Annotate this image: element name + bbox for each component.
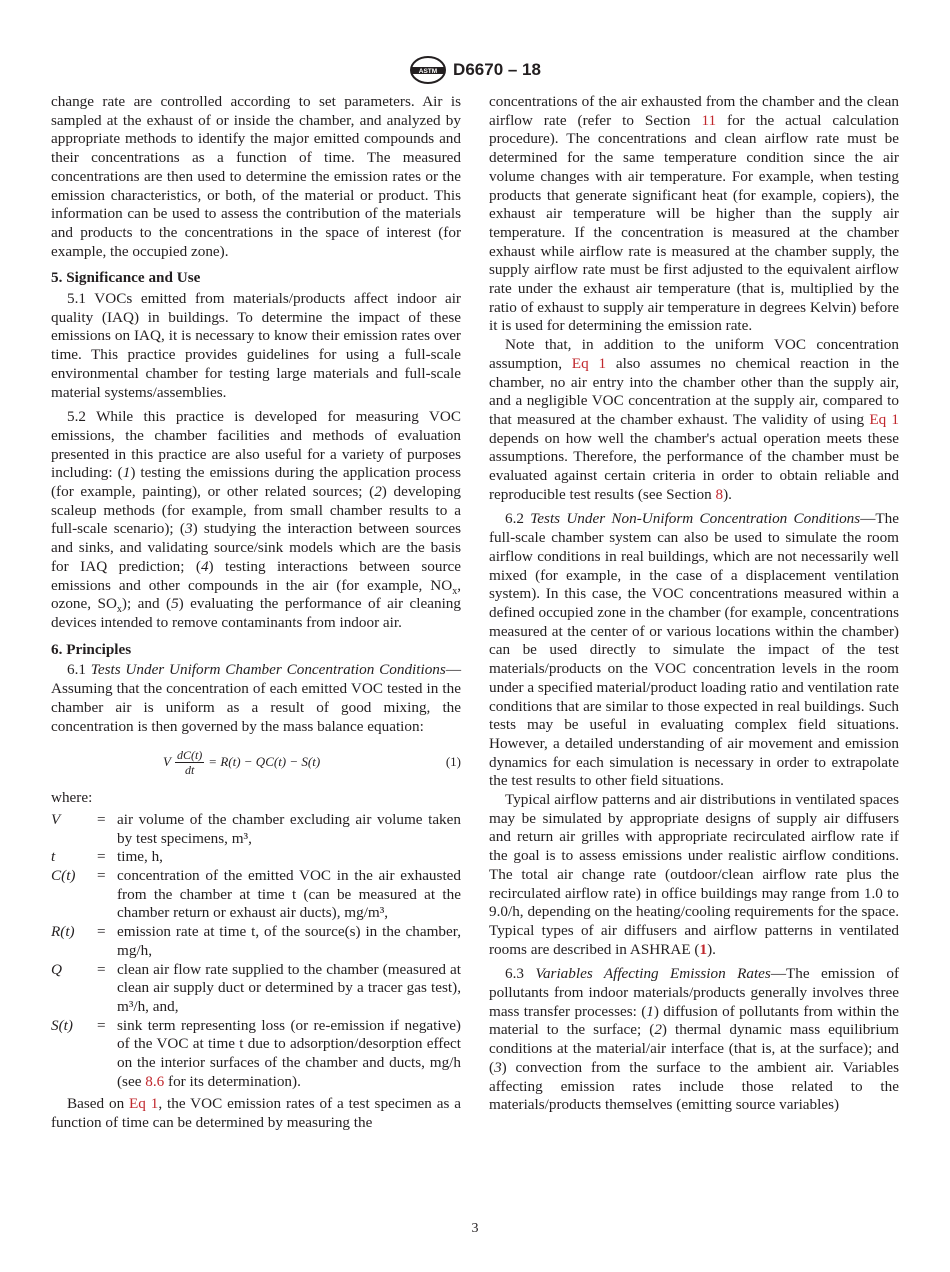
eq-1-link[interactable]: Eq 1 [571,354,607,372]
equation-fraction: $\frac{dC(t)}{dt}$ [176,748,203,778]
variable-definitions [51,811,461,1092]
section-11-link[interactable]: 11 [701,111,717,129]
eq-1-link[interactable]: Eq 1 [869,410,899,428]
based-on-paragraph: Based on Eq 1, the VOC emission rates of a test specimen as a function of time can be determined by measuring the [51,1095,461,1132]
reference-1-link[interactable]: 1 [699,940,708,958]
definition-row: t = time, h, [51,848,163,866]
equation-1 [51,748,461,777]
intro-paragraph: change rate are controlled according to set parameters. Air is sampled at the exhaust of or inside the chamber, and analyzed by appropriate methods to identify the major emitted compounds and their concentrations as a function of time. The measured concentrations are then used to determine the emission rates or the emission characteristics, or both, of the material or product. This information can be used to assess the contribution of the materials and products to the concentrations in the space of interest (for example, the occupied zone). [51,93,461,260]
astm-logo-text: ASTM [418,68,438,75]
equation-lhs: V [163,754,171,770]
definition-row: R(t) = emission rate at time t, of the source(s) in the chamber, mg/h, [51,923,461,959]
eq-1-link[interactable]: Eq 1 [129,1095,159,1113]
section-8-link[interactable]: 8 [715,485,724,503]
airflow-paragraph: Typical airflow patterns and air distributions in ventilated spaces may be simulated by appropriate designs of supply air diffusers and return air grilles with appropriate recirculated airflow rate if the goal is to assess emissions under realistic airflow conditions. The total air change rate (outdoor/clean airflow rate plus the recirculated airflow rate) in office buildings may range from 1.0 to 9.0/h, depending on the heating/cooling requirements for the space. Typical types of air diffusers and airflow patterns in ventilated rooms are described in ASHRAE (1). [489,791,899,958]
page-number: 3 [471,1221,479,1236]
paragraph-6-2: 6.2 Tests Under Non-Uniform Concentration Conditions—The full-scale chamber system can also be used to simulate the room airflow conditions in real buildings, which are not necessarily well mixed (for example, in the case of a displacement ventilation system). In this case, the VOC concentrations measured within a defined occupied zone in the chamber (for example, concentrations measured at the center of or various locations within the chamber) can be used directly to simulate the impact of the test materials/products on the VOC concentration levels in the room under a specified material/product loading ratio and ventilation rate conditions that are similar to those expected in real buildings. Such tests may be useful in evaluating complex field situations. However, a detailed understanding of air movement and emission dynamics for each simulation is necessary in order to extrapolate the test results to other field situations. [489,510,899,790]
definition-row: Q = clean air flow rate supplied to the chamber (measured at clean air supply duct or determined by a tracer gas test), m³/h, and, [51,960,461,1015]
definition-row: S(t) = sink term representing loss (or re-emission if negative) of the VOC at time t due to adsorption/desorption effect on the interior surfaces of the chamber and ducts, mg/h (see 8.6 for its determination). [51,1016,461,1090]
document-designation: D6670 – 18 [453,59,541,79]
paragraph-5-1: 5.1 VOCs emitted from materials/products affect indoor air quality (IAQ) in buildings. To determine the impact of these emissions on IAQ, it is necessary to know their emission rates over time. This practice provides guidelines for using a full-scale environmental chamber for testing large materials and full-scale material systems/assemblies. [51,290,461,401]
left-column [51,93,461,1133]
section-8-6-link[interactable]: 8.6 [145,1072,165,1090]
equation-rhs: = R(t) − QC(t) − S(t) [208,754,321,770]
section-5-heading: 5. Significance and Use [51,269,201,287]
section-6-heading: 6. Principles [51,640,132,658]
right-column [489,93,899,1115]
paragraph-5-2: 5.2 While this practice is developed for measuring VOC emissions, the chamber facilities and methods of evaluation presented in this practice are also useful for a variety of purposes including: (1) testing the emissions during the application process (for example, painting), or other related sources; (2) developing scaleup methods (for example, from small chamber results to a full-scale scenario); (3) studying the interaction between sources and sinks, and validating source/sink models which are the basis for IAQ prediction; (4) testing interactions between source emissions and other compounds in the air (for example, $NO_x$, ozone, $SO_x$); and (5) evaluating the performance of air cleaning devices intended to remove contaminants from indoor air. [51,408,462,631]
page-header [0,55,950,85]
note-paragraph: Note that, in addition to the uniform VOC concentration assumption, Eq 1 also assumes no chemical reaction in the chamber, no air entry into the chamber other than the supply air, and a negligible VOC concentration at the supply air, compared to that measured at the chamber exhaust. The validity of using Eq 1 depends on how well the chamber's actual operation meets these assumptions. Therefore, the performance of the chamber must be evaluated against certain criteria in order to obtain reliable and reproducible test results (see Section 8). [489,336,899,503]
concentration-paragraph: concentrations of the air exhausted from the chamber and the clean airflow rate (refer to Section 11 for the actual calculation procedure). The concentrations and clean airflow rate must be determined for the same temperature condition since the air volume changes with air temperature. For example, when testing products that generate significant heat (for example, copiers), the exhaust air temperature will be higher than the supply air temperature. If the concentration is measured at the chamber exhaust while airflow rate is measured at the chamber supply, the supply airflow rate must be first adjusted to the equivalent airflow rate under the exhaust air temperature (that is, multiplied by the ratio of exhaust to supply air temperature in degrees Kelvin) before it is used for determining the emission rate. [489,93,899,335]
astm-logo-icon [409,55,447,85]
paragraph-6-1: 6.1 Tests Under Uniform Chamber Concentration Conditions—Assuming that the concentration of each emitted VOC tested in the chamber air is uniform as a result of good mixing, the concentration is then governed by the mass balance equation: [51,661,461,735]
equation-number: (1) [445,754,461,770]
paragraph-6-3: 6.3 Variables Affecting Emission Rates—The emission of pollutants from indoor materials/products generally involves three mass transfer processes: (1) diffusion of pollutants from within the material to the surface; (2) thermal dynamic mass equilibrium conditions at the material/air interface (that is, at the surface); and (3) convection from the surface to the ambient air. Variables affecting emission rates include those related to the materials/products themselves (emitting source variables) [489,965,900,1114]
where-label: where: [51,789,93,807]
definition-row: C(t) = concentration of the emitted VOC in the air exhausted from the chamber at time t (can be measured at the chamber return or exhaust air ducts), mg/m³, [51,867,461,922]
definition-row: V = air volume of the chamber excluding air volume taken by test specimens, m³, [51,810,461,847]
